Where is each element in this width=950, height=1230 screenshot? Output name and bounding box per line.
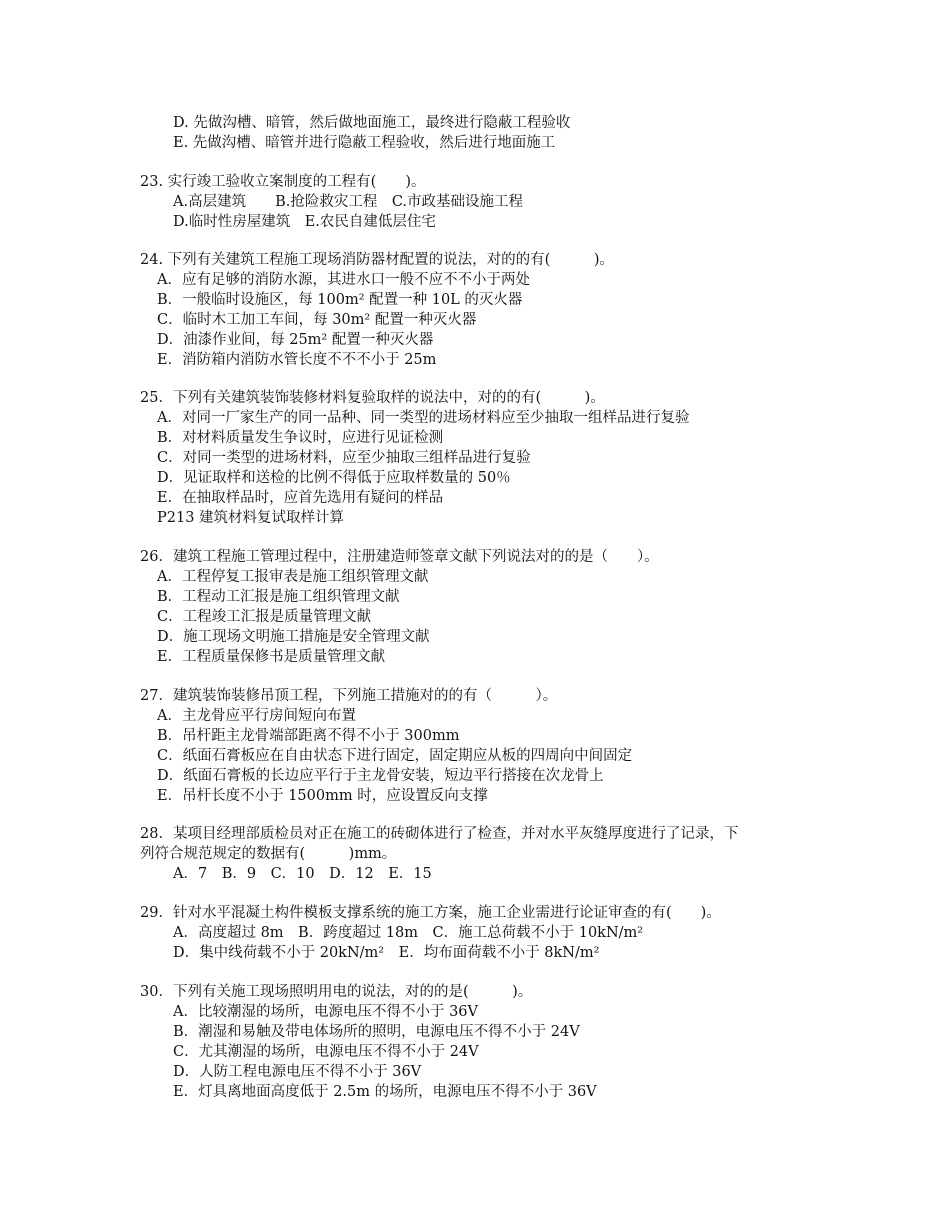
- option-line: B．吊杆距主龙骨端部距离不得不小于 300mm: [157, 728, 460, 744]
- option-line: E．消防箱内消防水管长度不不不小于 25m: [157, 352, 437, 368]
- option-line: D．人防工程电源电压不得不小于 36V: [173, 1064, 422, 1080]
- option-line: C．对同一类型的进场材料，应至少抽取三组样品进行复验: [157, 450, 531, 466]
- option-line: D. 先做沟槽、暗管，然后做地面施工，最终进行隐蔽工程验收: [173, 115, 571, 131]
- option-line: C．尤其潮湿的场所，电源电压不得不小于 24V: [173, 1044, 479, 1060]
- option-line: E. 先做沟槽、暗管并进行隐蔽工程验收，然后进行地面施工: [173, 135, 556, 151]
- option-line: D．见证取样和送检的比例不得低于应取样数量的 50％: [157, 470, 511, 486]
- option-line: B．工程动工汇报是施工组织管理文献: [157, 589, 400, 605]
- option-line: D．施工现场文明施工措施是安全管理文献: [157, 629, 430, 645]
- option-line: A．应有足够的消防水源，其进水口一般不应不不小于两处: [157, 272, 530, 288]
- option-line: E．灯具离地面高度低于 2.5m 的场所，电源电压不得不小于 36V: [173, 1084, 597, 1100]
- option-line: E．在抽取样品时，应首先选用有疑问的样品: [157, 490, 444, 506]
- option-line: E．吊杆长度不小于 1500mm 时，应设置反向支撑: [157, 788, 488, 804]
- note-line: P213 建筑材料复试取样计算: [157, 510, 345, 526]
- option-line: A．高度超过 8m B．跨度超过 18m C．施工总荷载不小于 10kN/m²: [173, 925, 644, 941]
- question-stem: 29．针对水平混凝土构件模板支撑系统的施工方案，施工企业需进行论证审查的有( )。: [140, 905, 721, 921]
- option-line: A．工程停复工报审表是施工组织管理文献: [157, 569, 429, 585]
- question-stem: 23. 实行竣工验收立案制度的工程有( )。: [140, 174, 426, 190]
- option-line: C．临时木工加工车间，每 30m² 配置一种灭火器: [157, 312, 477, 328]
- option-line: A.高层建筑 B.抢险救灾工程 C.市政基础设施工程: [173, 194, 524, 210]
- question-stem: 列符合规范规定的数据有( )mm。: [140, 846, 397, 862]
- question-stem: 28．某项目经理部质检员对正在施工的砖砌体进行了检查，并对水平灰缝厚度进行了记录，下: [140, 826, 739, 842]
- question-stem: 26．建筑工程施工管理过程中，注册建造师签章文献下列说法对的的是（ ）。: [140, 549, 659, 565]
- option-line: A．对同一厂家生产的同一品种、同一类型的进场材料应至少抽取一组样品进行复验: [157, 410, 690, 426]
- question-stem: 24. 下列有关建筑工程施工现场消防器材配置的说法，对的的有( )。: [140, 252, 614, 268]
- option-line: C．工程竣工汇报是质量管理文献: [157, 609, 372, 625]
- option-line: B．对材料质量发生争议时，应进行见证检测: [157, 430, 444, 446]
- option-line: E．工程质量保修书是质量管理文献: [157, 649, 386, 665]
- option-line: A．主龙骨应平行房间短向布置: [157, 708, 356, 724]
- option-line: D.临时性房屋建筑 E.农民自建低层住宅: [173, 214, 436, 230]
- option-line: D．集中线荷载不小于 20kN/m² E．均布面荷载不小于 8kN/m²: [173, 945, 600, 961]
- option-line: D．油漆作业间，每 25m² 配置一种灭火器: [157, 332, 434, 348]
- question-stem: 25．下列有关建筑装饰装修材料复验取样的说法中，对的的有( )。: [140, 390, 605, 406]
- option-line: B．潮湿和易触及带电体场所的照明，电源电压不得不小于 24V: [173, 1024, 580, 1040]
- question-stem: 30．下列有关施工现场照明用电的说法，对的的是( )。: [140, 984, 533, 1000]
- option-line: A．比较潮湿的场所，电源电压不得不小于 36V: [173, 1004, 479, 1020]
- option-line: B．一般临时设施区，每 100m² 配置一种 10L 的灭火器: [157, 292, 523, 308]
- option-line: A．7 B．9 C．10 D．12 E．15: [173, 866, 432, 882]
- option-line: C．纸面石膏板应在自由状态下进行固定，固定期应从板的四周向中间固定: [157, 748, 633, 764]
- question-stem: 27．建筑装饰装修吊顶工程，下列施工措施对的的有（ ）。: [140, 688, 558, 704]
- option-line: D．纸面石膏板的长边应平行于主龙骨安装，短边平行搭接在次龙骨上: [157, 768, 604, 784]
